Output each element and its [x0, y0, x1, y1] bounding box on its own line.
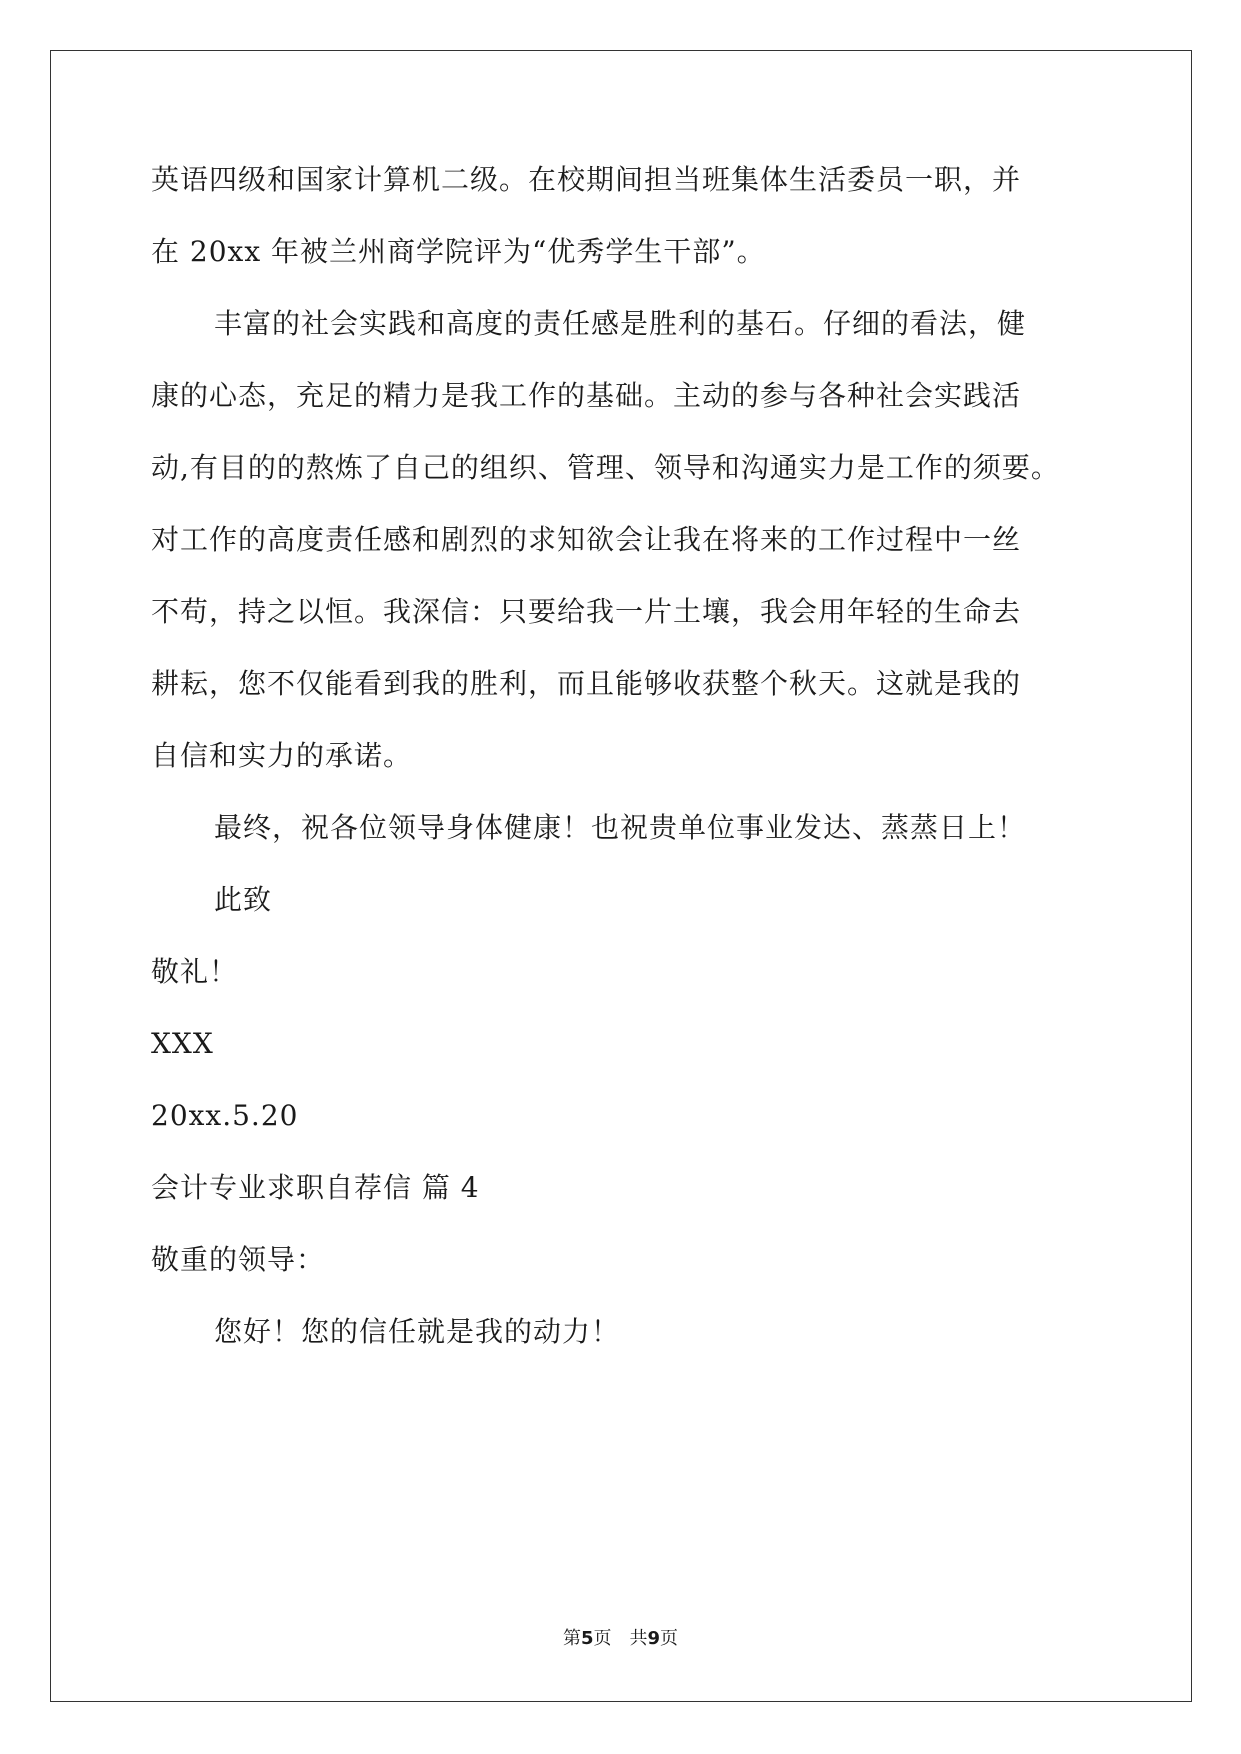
page-border	[50, 50, 1192, 1702]
current-page-number: 5	[580, 1628, 594, 1649]
footer-page-suffix: 页	[593, 1628, 612, 1649]
text-line: 在 20xx 年被兰州商学院评为“优秀学生干部”。	[151, 235, 766, 268]
text-line: 对工作的高度责任感和剧烈的求知欲会让我在将来的工作过程中一丝	[151, 523, 1022, 556]
letter-greeting: 敬重的领导：	[151, 1243, 326, 1276]
footer-prefix: 第	[562, 1628, 581, 1649]
text-line: 不苟，持之以恒。我深信：只要给我一片土壤，我会用年轻的生命去	[151, 595, 1022, 628]
signature-date: 20xx.5.20	[151, 1099, 299, 1132]
text-line: 英语四级和国家计算机二级。在校期间担当班集体生活委员一职，并	[151, 163, 1022, 196]
paragraph-start: 丰富的社会实践和高度的责任感是胜利的基石。仔细的看法，健	[214, 307, 1027, 340]
closing-wish: 最终，祝各位领导身体健康！也祝贵单位事业发达、蒸蒸日上！	[214, 811, 1027, 844]
text-line: 动,有目的的熬炼了自己的组织、管理、领导和沟通实力是工作的须要。	[151, 451, 1060, 484]
total-page-number: 9	[647, 1628, 661, 1649]
text-line: 耕耘，您不仅能看到我的胜利，而且能够收获整个秋天。这就是我的	[151, 667, 1022, 700]
footer-total-suffix: 页	[660, 1628, 679, 1649]
text-line: 自信和实力的承诺。	[151, 739, 413, 772]
text-line: 康的心态，充足的精力是我工作的基础。主动的参与各种社会实践活	[151, 379, 1022, 412]
page-footer	[0, 1624, 1241, 1650]
footer-total-prefix: 共	[629, 1628, 648, 1649]
signature-name: XXX	[151, 1027, 214, 1060]
salutation-jing-li: 敬礼！	[151, 955, 239, 988]
paragraph-start: 您好！您的信任就是我的动力！	[214, 1315, 621, 1348]
salutation-ci-zhi: 此致	[214, 883, 273, 916]
section-heading: 会计专业求职自荐信 篇 4	[151, 1171, 480, 1204]
